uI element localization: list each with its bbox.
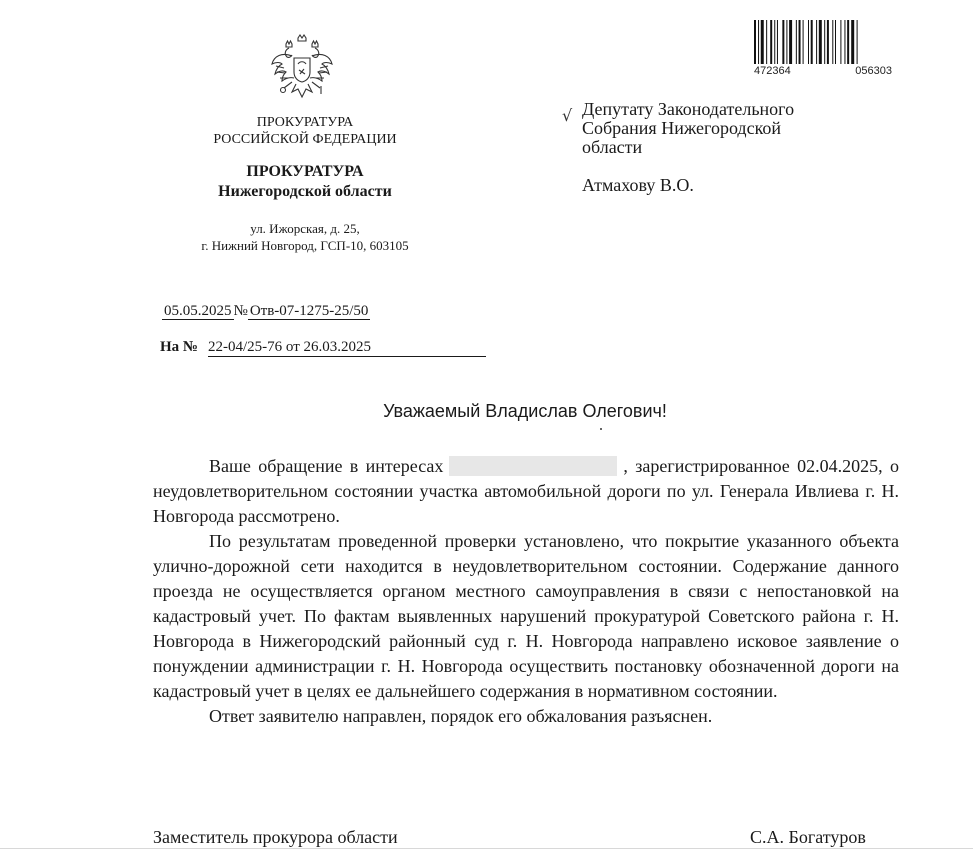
org-line-2: РОССИЙСКОЙ ФЕДЕРАЦИИ: [213, 132, 397, 147]
incoming-prefix: На №: [160, 339, 198, 355]
barcode-bar: [808, 20, 809, 64]
letter-body: [153, 454, 899, 729]
recipient-block: [582, 100, 882, 157]
barcode-bar: [851, 20, 854, 64]
barcode-bar: [789, 20, 792, 64]
signatory-name: С.А. Богатуров: [750, 827, 866, 847]
signatory-position: Заместитель прокурора области: [153, 827, 398, 847]
outgoing-date: 05.05.2025: [164, 303, 232, 319]
recipient-line-1: Депутату Законодательного: [582, 99, 795, 119]
address-line-2: г. Нижний Новгород, ГСП-10, 603105: [201, 238, 409, 253]
barcode-bar: [832, 20, 833, 64]
paragraph-1-start: Ваше обращение в интересах: [209, 456, 444, 476]
barcode: [754, 20, 892, 64]
barcode-bar: [770, 20, 772, 64]
paragraph-1: [153, 454, 899, 529]
recipient-line-3: области: [582, 137, 643, 157]
paragraph-3: Ответ заявителю направлен, порядок его обжалования разъяснен.: [209, 706, 713, 726]
barcode-bar: [857, 20, 858, 64]
barcode-bar: [766, 20, 767, 64]
recipient-name: Атмахову В.О.: [582, 175, 694, 195]
barcode-bar: [782, 20, 784, 64]
outgoing-reference: [162, 303, 370, 320]
barcode-bar: [819, 20, 822, 64]
org-address: [170, 220, 440, 254]
barcode-bar: [786, 20, 787, 64]
barcode-bar: [777, 20, 778, 64]
barcode-bar: [803, 20, 804, 64]
paragraph-2: По результатам проведенной проверки установлено, что покрытие указанного объекта улично-дорожной сети находится в неудовлетворительном состоянии. Содержание данного проезда не осуществляется органом местного самоуправления в связи с непостановкой на кадастровый учет. По фактам выявленных нарушений прокуратурой Советского района г. Н. Новгорода в Нижегородский районный суд г. Н. Новгорода направлено исковое заявление о понуждении администрации г. Н. Новгорода осуществить постановку обозначенной дороги на кадастровый учет в целях ее дальнейшего содержания в нормативном состоянии.: [153, 531, 899, 701]
barcode-bar: [835, 20, 836, 64]
check-mark: √: [562, 106, 573, 125]
org-line-1: ПРОКУРАТУРА: [256, 115, 354, 130]
greeting: Уважаемый Владислав Олегович!: [383, 401, 667, 421]
scan-speck: [600, 428, 602, 430]
double-headed-eagle-emblem: [270, 34, 334, 102]
barcode-bar: [844, 20, 845, 64]
barcode-number-left: 472364: [754, 65, 791, 77]
barcode-number-right: 056303: [855, 65, 892, 77]
org-name-regional: [170, 162, 440, 202]
recipient-line-2: Собрания Нижегородской: [582, 118, 782, 138]
barcode-bar: [774, 20, 775, 64]
barcode-bar: [754, 20, 756, 64]
outgoing-number: Отв-07-1275-25/50: [249, 303, 369, 319]
barcode-numbers: [754, 65, 892, 77]
outgoing-number-sign: №: [233, 303, 248, 319]
barcode-bar: [824, 20, 825, 64]
address-line-1: ул. Ижорская, д. 25,: [250, 221, 360, 236]
org-name-federal: [170, 114, 440, 148]
barcode-bar: [799, 20, 801, 64]
barcode-bar: [761, 20, 764, 64]
barcode-bar: [811, 20, 813, 64]
barcode-bar: [847, 20, 849, 64]
barcode-bar: [796, 20, 797, 64]
barcode-bar: [816, 20, 817, 64]
redacted-name: [449, 456, 617, 476]
org-bold-line-1: ПРОКУРАТУРА: [246, 163, 364, 180]
org-bold-line-2: Нижегородской области: [218, 183, 392, 200]
paragraph-1-end: , зарегистрированное 02.04.2025, о неудовлетворительном состоянии участка автомобильной дороги по ул. Генерала Ивлиева г. Н. Новгорода рассмотрено.: [153, 456, 899, 526]
page-bottom-edge: [0, 848, 973, 849]
barcode-bar: [827, 20, 829, 64]
barcode-bar: [840, 20, 841, 64]
incoming-reference: [160, 339, 486, 357]
barcode-bar: [758, 20, 759, 64]
incoming-value: 22-04/25-76 от 26.03.2025: [208, 339, 486, 357]
